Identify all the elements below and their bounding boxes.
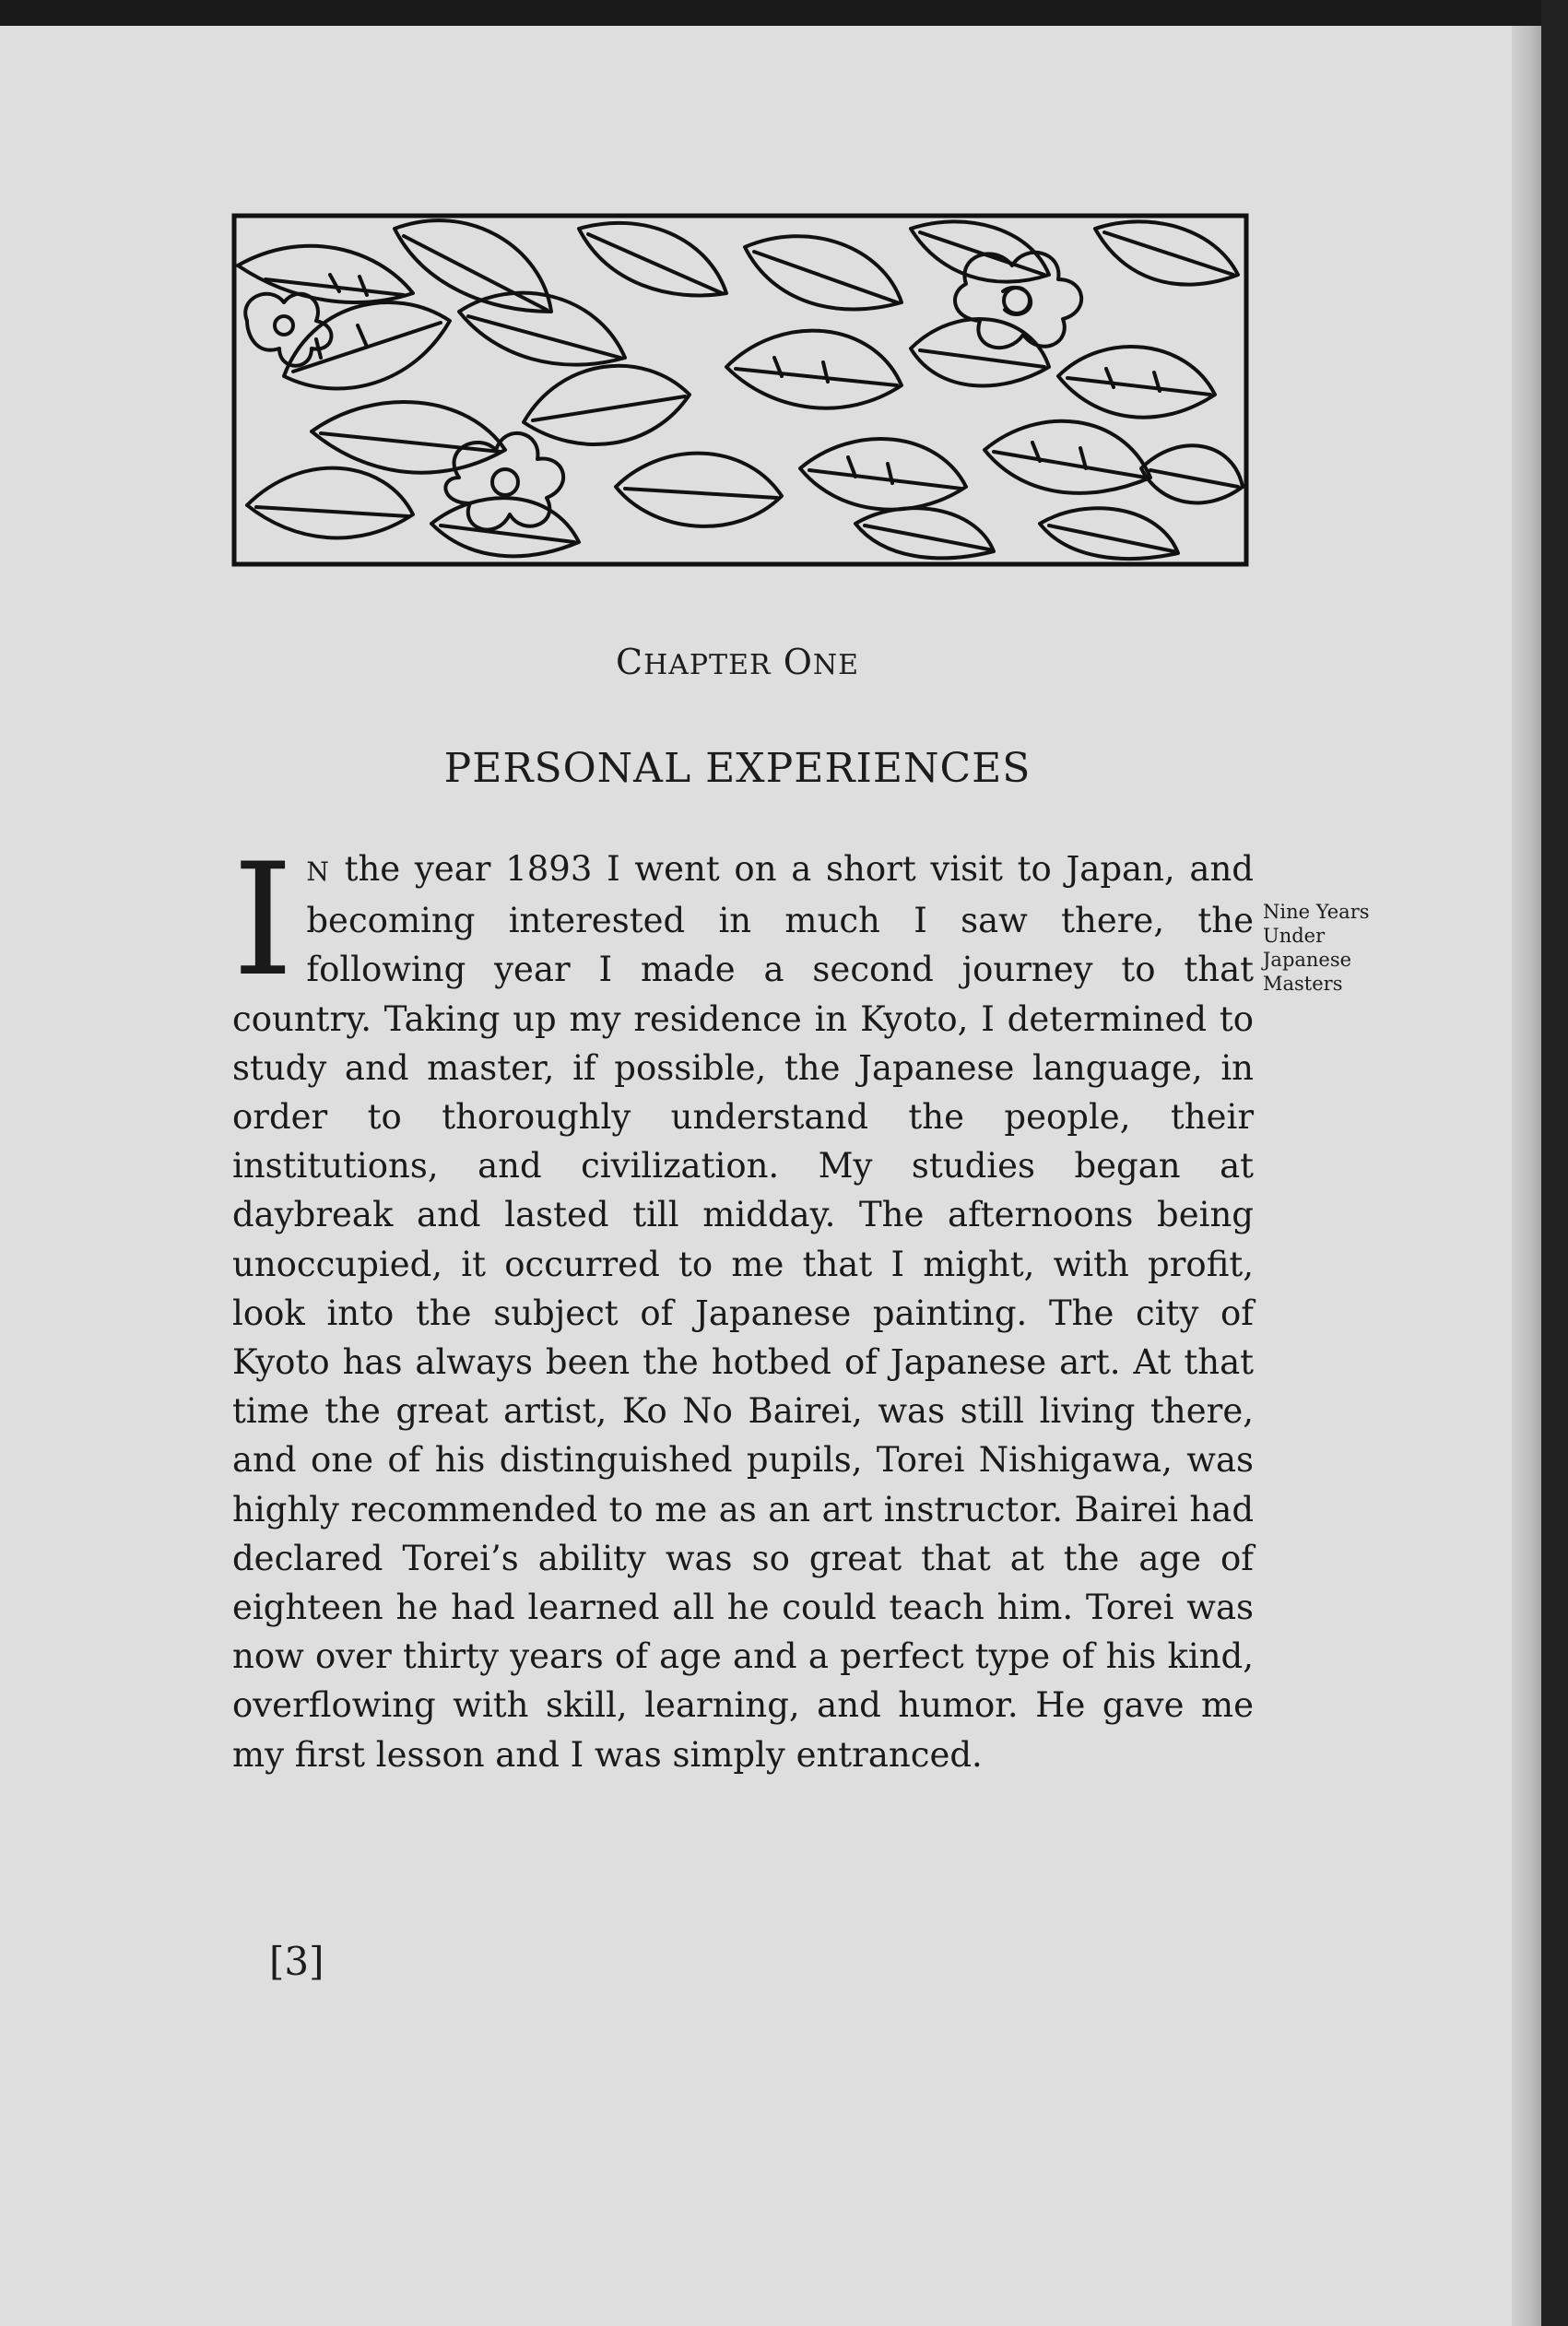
- sidenote-line-2: Under: [1263, 925, 1326, 947]
- page-edge-shadow: [1512, 26, 1541, 2326]
- chapter-label-initial-2: O: [783, 642, 813, 682]
- chapter-title: PERSONAL EXPERIENCES: [443, 745, 1032, 792]
- sidenote-line-4: Masters: [1263, 973, 1343, 995]
- first-word-small-caps: N: [306, 856, 330, 887]
- chapter-number-label: [0, 642, 1475, 682]
- body-paragraph: [232, 830, 1254, 1779]
- page-number: [3]: [269, 1939, 324, 1984]
- chapter-label-rest-2: NE: [812, 649, 859, 681]
- sidenote-line-3: Japanese: [1263, 949, 1352, 971]
- floral-headpiece-ornament: [229, 210, 1252, 570]
- scan-top-border: [0, 0, 1568, 26]
- body-text: the year 1893 I went on a short visit to Japan, and becoming interested in much I saw there, the following year I made a second journey to that country. Taking up my residence in Kyoto, I determined to study and master, if possible, the Japanese language, in order to thoroughly understand the people, their institutions, and civilization. My studies began at daybreak and lasted till midday. The afternoons being unoccupied, it occurred to me that I might, with profit, look into the subject of Japanese painting. The city of Kyoto has always been the hotbed of Japanese art. At that time the great artist, Ko No Bairei, was still living there, and one of his distinguished pupils, Torei Nishigawa, was highly recommended to me as an art instructor. Bairei had declared Torei’s ability was so great that at the age of eighteen he had learned all he could teach him. Torei was now over thirty years of age and a perfect type of his kind, overflowing with skill, learning, and humor. He gave me my first lesson and I was simply entranced.: [232, 849, 1254, 1775]
- chapter-label-rest-1: HAPTER: [643, 649, 772, 681]
- margin-sidenote: [1263, 900, 1410, 996]
- drop-cap-initial: I: [232, 830, 294, 1010]
- sidenote-line-1: Nine Years: [1263, 901, 1370, 923]
- chapter-label-initial-1: C: [616, 642, 644, 682]
- book-page: [0, 26, 1541, 2326]
- scan-right-border: [1541, 0, 1568, 2326]
